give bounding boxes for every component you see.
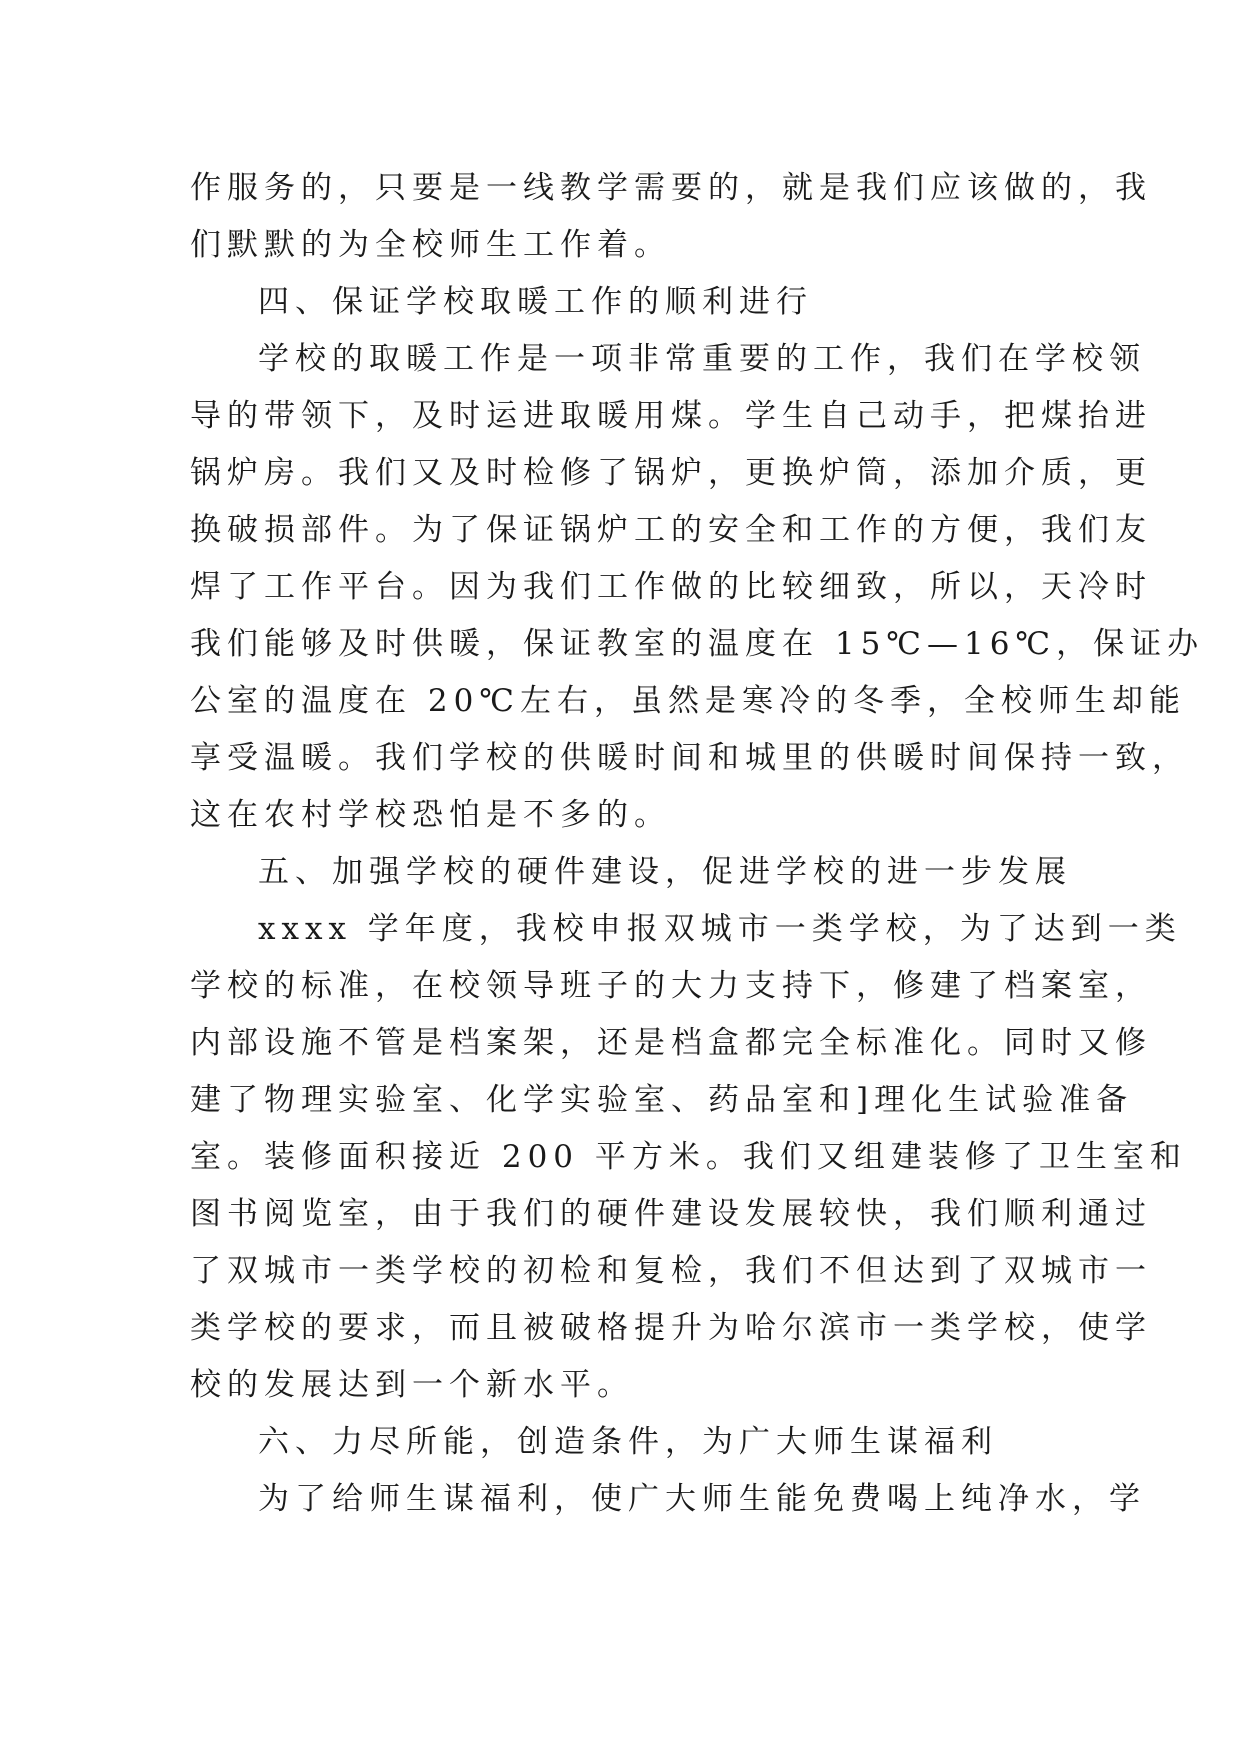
- text-line: xxxx 学年度，我校申报双城市一类学校，为了达到一类: [258, 911, 1182, 947]
- text-line: 图书阅览室，由于我们的硬件建设发展较快，我们顺利通过: [190, 1196, 1152, 1232]
- text-line: 换破损部件。为了保证锅炉工的安全和工作的方便，我们友: [190, 512, 1152, 548]
- text-line: 学校的取暖工作是一项非常重要的工作，我们在学校领: [258, 341, 1146, 377]
- text-line: 导的带领下，及时运进取暖用煤。学生自己动手，把煤抬进: [190, 398, 1152, 434]
- text-line: 作服务的，只要是一线教学需要的，就是我们应该做的，我: [190, 170, 1152, 206]
- text-line: 享受温暖。我们学校的供暖时间和城里的供暖时间保持一致，: [190, 740, 1189, 776]
- text-line: 学校的标准，在校领导班子的大力支持下，修建了档案室，: [190, 968, 1152, 1004]
- text-line: 公室的温度在 20℃左右，虽然是寒冷的冬季，全校师生却能: [190, 683, 1186, 719]
- text-line: 室。装修面积接近 200 平方米。我们又组建装修了卫生室和: [190, 1139, 1187, 1175]
- text-line: 为了给师生谋福利，使广大师生能免费喝上纯净水，学: [258, 1481, 1146, 1517]
- text-line: 建了物理实验室、化学实验室、药品室和]理化生试验准备: [190, 1082, 1134, 1118]
- text-line: 这在农村学校恐怕是不多的。: [190, 797, 671, 833]
- text-line: 校的发展达到一个新水平。: [190, 1367, 634, 1403]
- body-text: [190, 160, 1205, 1528]
- section-heading: 四、保证学校取暖工作的顺利进行: [258, 284, 813, 320]
- text-line: 内部设施不管是档案架，还是档盒都完全标准化。同时又修: [190, 1025, 1152, 1061]
- text-line: 焊了工作平台。因为我们工作做的比较细致，所以，天冷时: [190, 569, 1152, 605]
- text-line: 们默默的为全校师生工作着。: [190, 227, 671, 263]
- section-heading: 六、力尽所能，创造条件，为广大师生谋福利: [258, 1424, 998, 1460]
- section-heading: 五、加强学校的硬件建设，促进学校的进一步发展: [258, 854, 1072, 890]
- text-line: 我们能够及时供暖，保证教室的温度在 15℃—16℃，保证办: [190, 626, 1205, 662]
- text-line: 类学校的要求，而且被破格提升为哈尔滨市一类学校，使学: [190, 1310, 1152, 1346]
- text-line: 锅炉房。我们又及时检修了锅炉，更换炉筒，添加介质，更: [190, 455, 1152, 491]
- text-line: 了双城市一类学校的初检和复检，我们不但达到了双城市一: [190, 1253, 1152, 1289]
